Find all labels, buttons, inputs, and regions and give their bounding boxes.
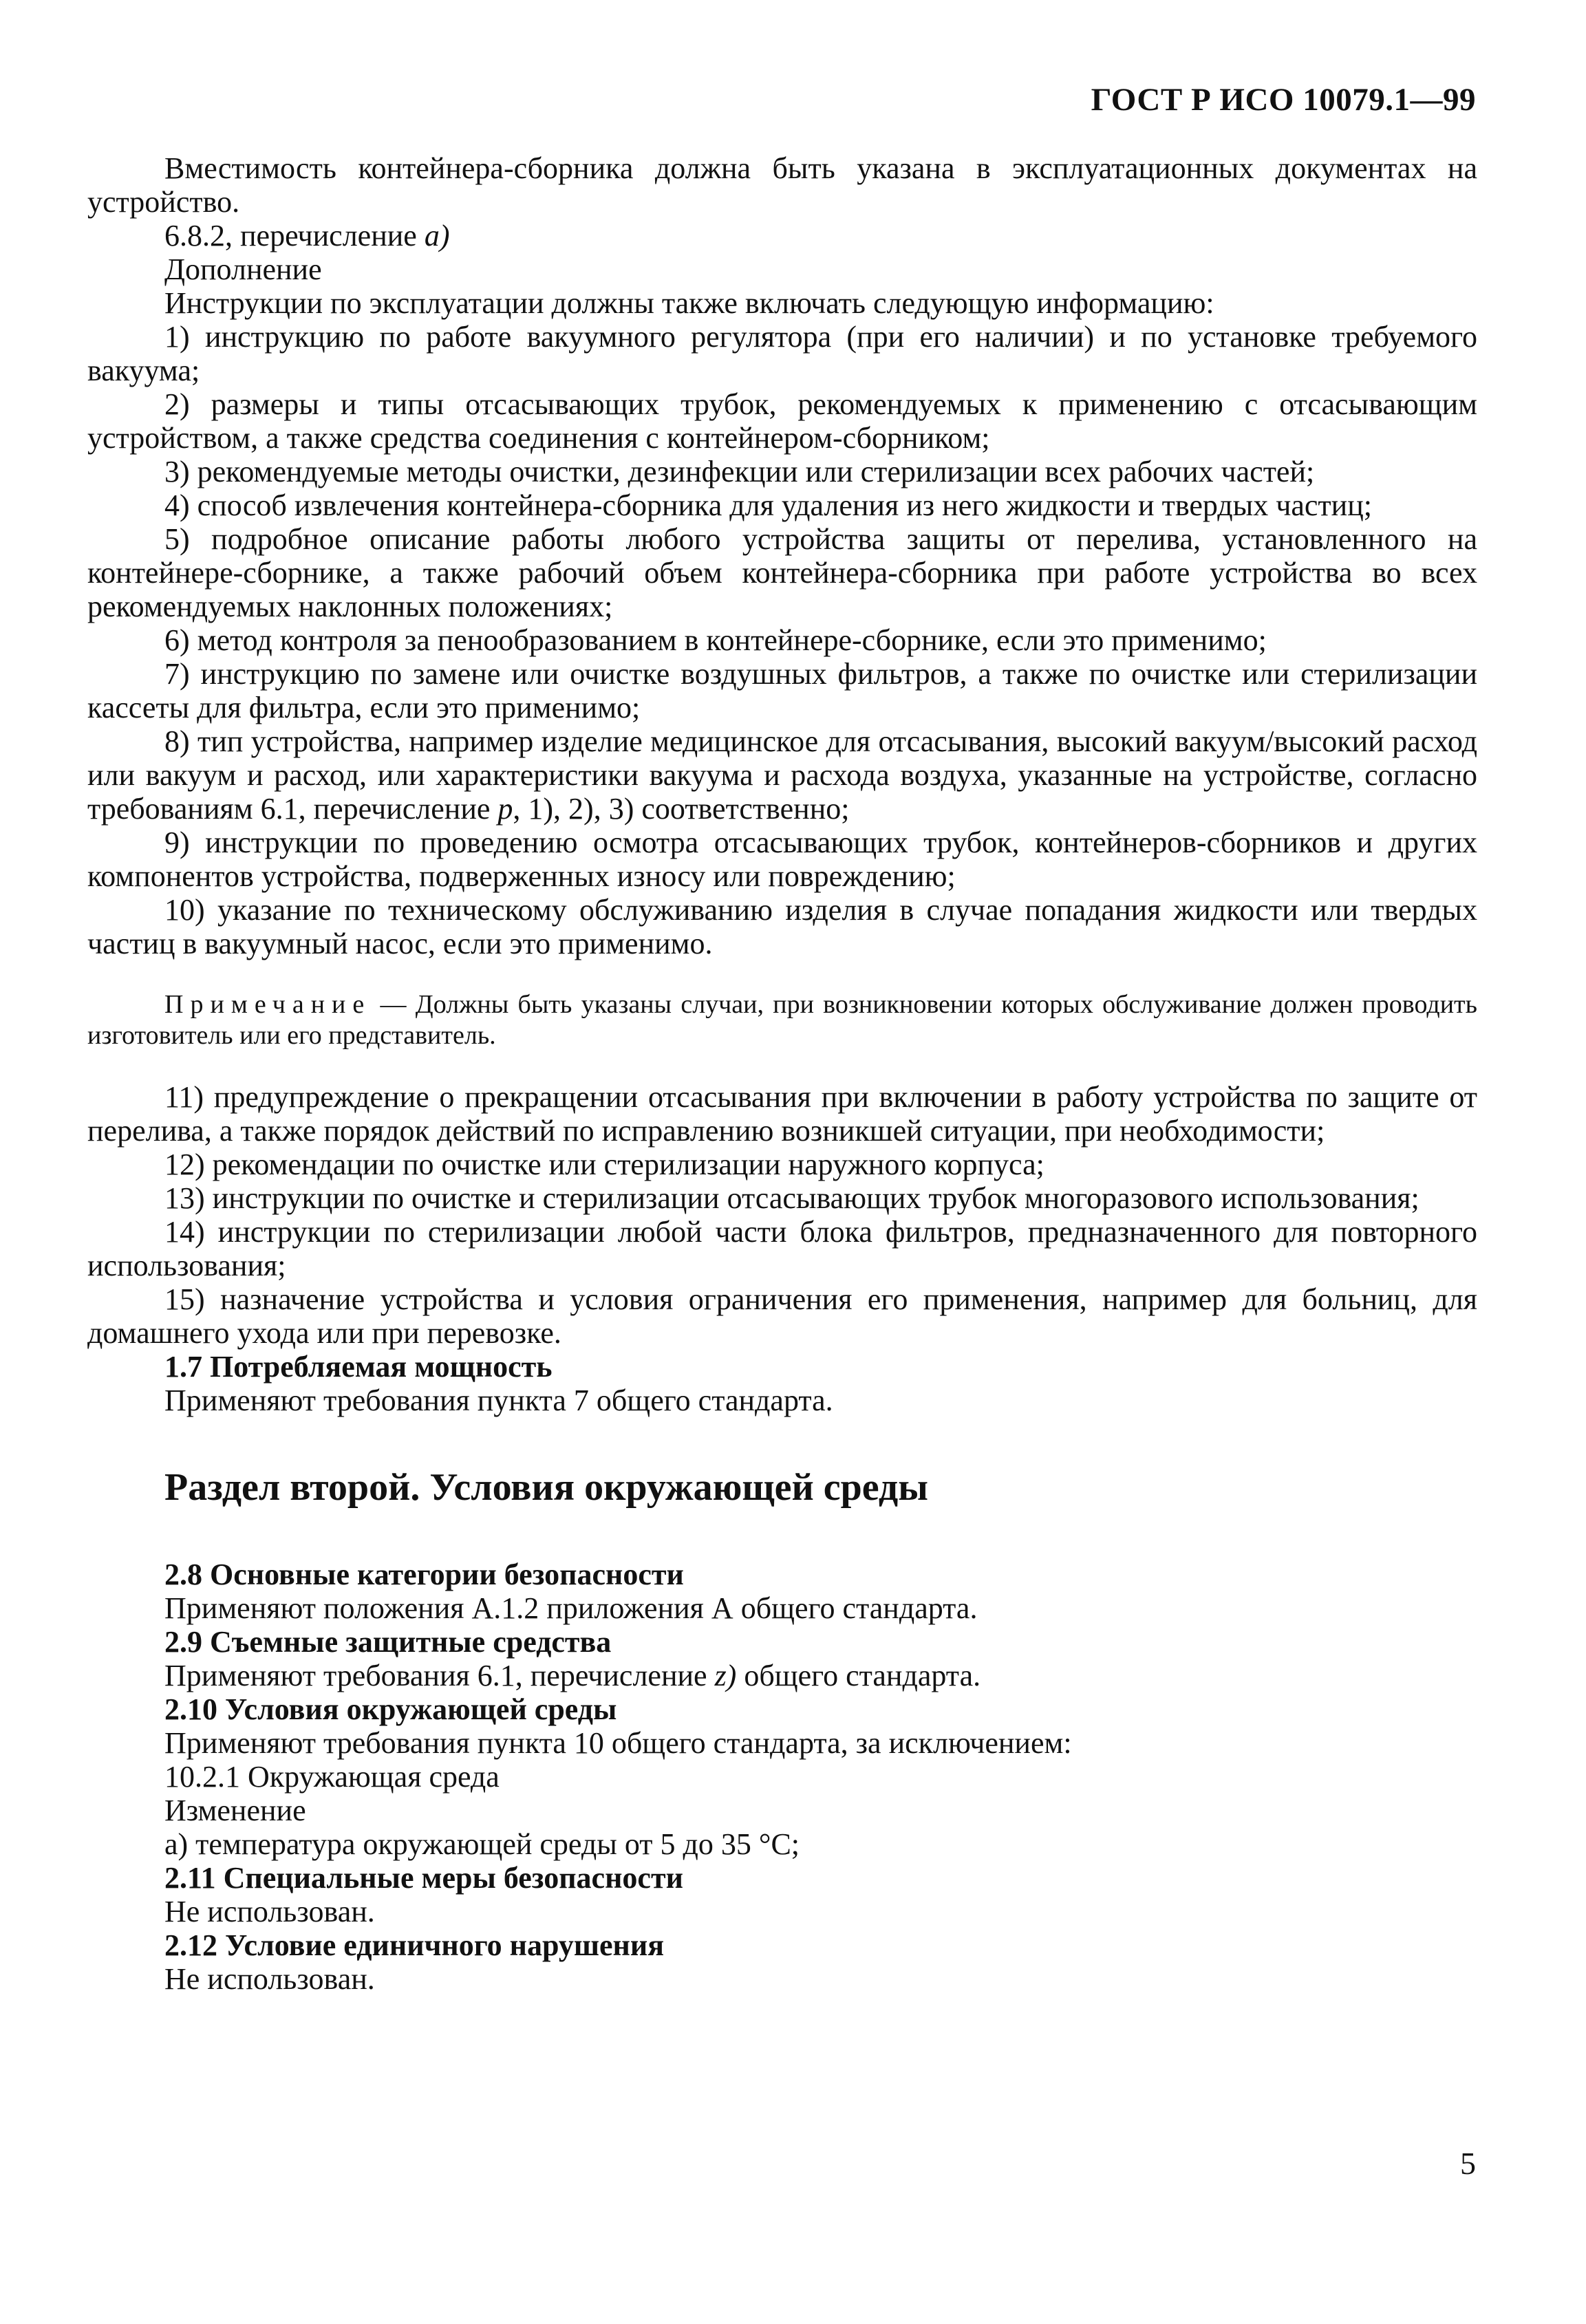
list-item: 4) способ извлечения контейнера-сборника для удаления из него жидкости и твердых частиц; [164,488,1372,522]
text-2-8: Применяют положения А.1.2 приложения А общего стандарта. [164,1591,978,1625]
instruction-list-part-1 [87,320,1477,960]
list-item: 15) назначение устройства и условия ограничения его применения, например для больниц, для домашнего ухода или при перевозке. [87,1282,1477,1350]
item8-text-start: 8) тип устройства, например изделие медицинское для отсасывания, высокий вакуум/высокий расход или вакуум и расход, или характеристики вакуума и расхода воздуха, указанные на устройстве, согласно требованиям 6.1, перечисление [87,724,1477,826]
heading-2-11: 2.11 Специальные меры безопасности [164,1861,683,1895]
section-title: Раздел второй. Условия окружающей среды [164,1466,928,1509]
clause-reference-item: а) [424,219,450,252]
list-item-8 [87,724,1477,826]
text-2-9-start: Применяют требования 6.1, перечисление [164,1659,715,1692]
text-1-7: Применяют требования пункта 7 общего стандарта. [164,1384,833,1417]
instructions-intro: Инструкции по эксплуатации должны также включать следующую информацию: [164,286,1214,320]
heading-1-7: 1.7 Потребляемая мощность [164,1350,553,1384]
list-item: 5) подробное описание работы любого устройства защиты от перелива, установленного на контейнере-сборнике, а также рабочий объем контейнера-сборника при работе устройства во всех рекомендуемых наклонных положениях; [87,522,1477,623]
instruction-list-part-2 [87,1080,1477,1350]
text-2-12: Не использован. [164,1962,375,1996]
list-item: 14) инструкции по стерилизации любой части блока фильтров, предназначенного для повторного использования; [87,1215,1477,1282]
list-item: 3) рекомендуемые методы очистки, дезинфекции или стерилизации всех рабочих частей; [164,455,1315,488]
capacity-paragraph: Вместимость контейнера-сборника должна быть указана в эксплуатационных документах на устройство. [87,151,1477,219]
text-2-11: Не использован. [164,1895,375,1928]
list-item: 1) инструкцию по работе вакуумного регулятора (при его наличии) и по установке требуемого вакуума; [87,320,1477,387]
text-2-9-end: общего стандарта. [736,1659,981,1692]
list-item: 10) указание по техническому обслуживанию изделия в случае попадания жидкости или твердых частиц в вакуумный насос, если это применимо. [87,893,1477,960]
text-change: Изменение [164,1794,306,1827]
page-body [87,151,1477,1996]
list-item: 2) размеры и типы отсасывающих трубок, рекомендуемых к применению с отсасывающим устройством, а также средства соединения с контейнером-сборником; [87,387,1477,455]
clause-reference-text: 6.8.2, перечисление [164,219,425,252]
page-number: 5 [1460,2146,1476,2181]
text-temperature: а) температура окружающей среды от 5 до 35 °С; [164,1827,800,1861]
list-item: 7) инструкцию по замене или очистке воздушных фильтров, а также по очистке или стерилизации кассеты для фильтра, если это применимо; [87,657,1477,724]
addition-label: Дополнение [164,252,322,286]
heading-2-9: 2.9 Съемные защитные средства [164,1625,612,1659]
document-code-header: ГОСТ Р ИСО 10079.1—99 [1091,82,1476,118]
heading-2-10: 2.10 Условия окружающей среды [164,1692,617,1726]
list-item: 12) рекомендации по очистке или стерилизации наружного корпуса; [164,1148,1044,1181]
list-item: 13) инструкции по очистке и стерилизации отсасывающих трубок многоразового использования; [164,1181,1419,1215]
note-text: — Должны быть указаны случаи, при возникновении которых обслуживание должен проводить изготовитель или его представитель. [87,990,1477,1050]
text-2-9-italic: z) [714,1659,737,1692]
list-item: 11) предупреждение о прекращении отсасывания при включении в работу устройства по защите от перелива, а также порядок действий по исправлению возникшей ситуации, при необходимости; [87,1080,1477,1148]
text-10-2-1: 10.2.1 Окружающая среда [164,1760,500,1794]
clause-reference [87,219,1477,252]
list-item: 9) инструкции по проведению осмотра отсасывающих трубок, контейнеров-сборников и других компонентов устройства, подверженных износу или повреждению; [87,826,1477,893]
item8-text-end: , 1), 2), 3) соответственно; [513,792,850,826]
note [87,989,1477,1051]
item8-italic-letter: р [497,792,513,826]
text-2-9 [87,1659,1477,1692]
heading-2-8: 2.8 Основные категории безопасности [164,1558,684,1591]
text-2-10: Применяют требования пункта 10 общего стандарта, за исключением: [164,1726,1072,1760]
heading-2-12: 2.12 Условие единичного нарушения [164,1928,665,1962]
list-item: 6) метод контроля за пенообразованием в контейнере-сборнике, если это применимо; [164,623,1267,657]
note-label: Примечание [164,990,372,1019]
